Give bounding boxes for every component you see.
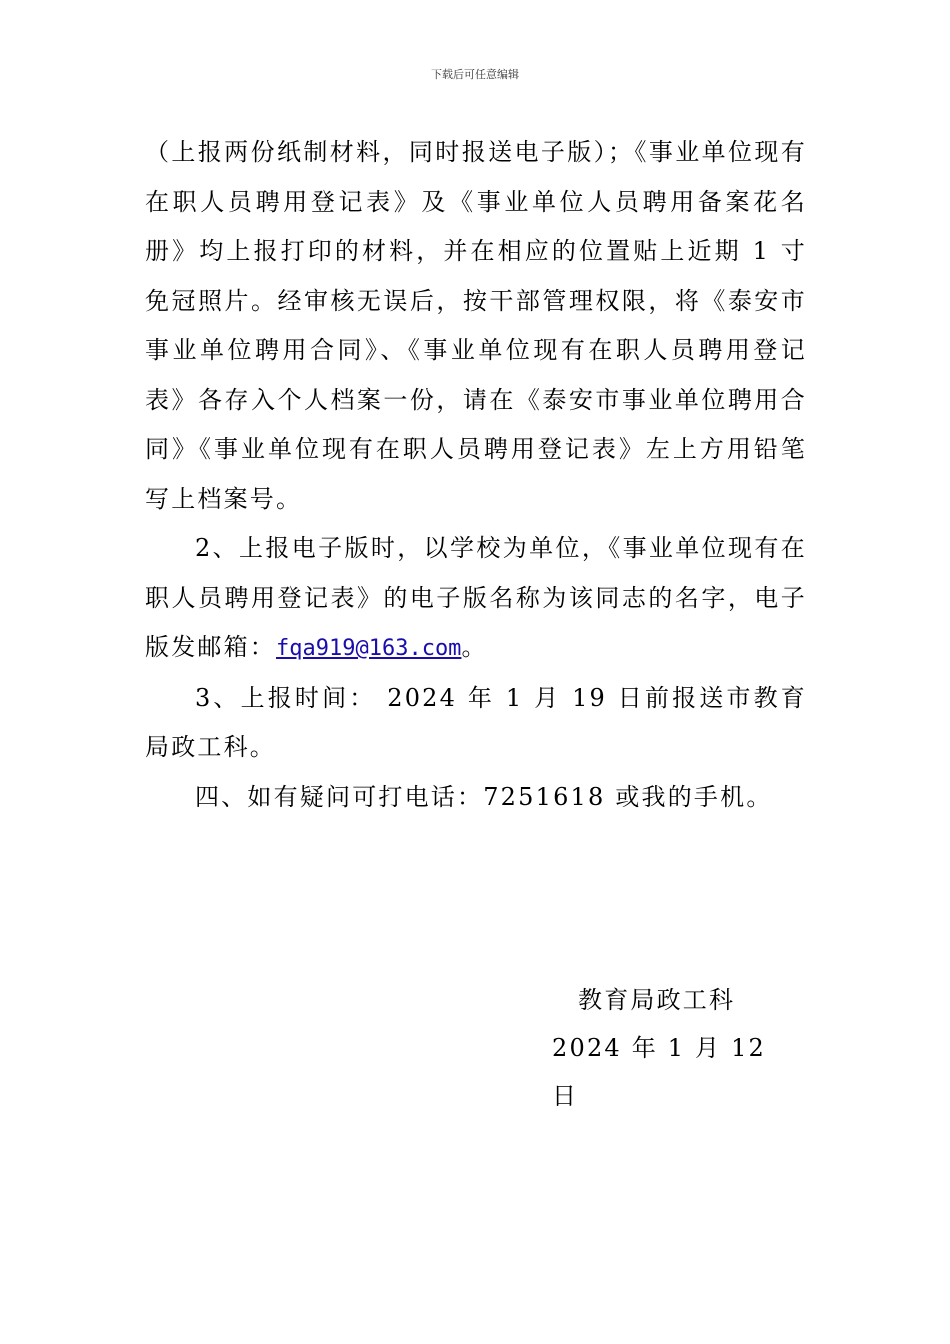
- paragraph-contact: 四、如有疑问可打电话：7251618 或我的手机。: [195, 782, 773, 811]
- signature-date: 2024 年 1 月 12 日: [552, 1034, 767, 1110]
- signature-block: [540, 976, 780, 1120]
- paragraph-electronic-end: 。: [461, 633, 488, 661]
- header-note: 下载后可任意编辑: [431, 68, 519, 81]
- paragraph-electronic-text: 2、上报电子版时，以学校为单位，《事业单位现有在职人员聘用登记表》的电子版名称为该同志的名字，电子版发邮箱：: [145, 534, 807, 661]
- email-link[interactable]: fqa919@163.com: [276, 636, 462, 661]
- signature-org: 教育局政工科: [578, 986, 736, 1014]
- paragraph-deadline: 3、上报时间： 2024 年 1 月 19 日前报送市教育局政工科。: [145, 683, 807, 761]
- document-body: [145, 128, 807, 822]
- paragraph-electronic-submission: [145, 524, 807, 674]
- paragraph-materials: （上报两份纸制材料，同时报送电子版）；《事业单位现有在职人员聘用登记表》及《事业单位人员聘用备案花名册》均上报打印的材料，并在相应的位置贴上近期 1 寸免冠照片。经审核无误后，按干部管理权限，将《泰安市事业单位聘用合同》、《事业单位现有在职人员聘用登记表》各存入个人档案一份，请在《泰安市事业单位聘用合同》《事业单位现有在职人员聘用登记表》左上方用铅笔写上档案号。: [145, 138, 807, 513]
